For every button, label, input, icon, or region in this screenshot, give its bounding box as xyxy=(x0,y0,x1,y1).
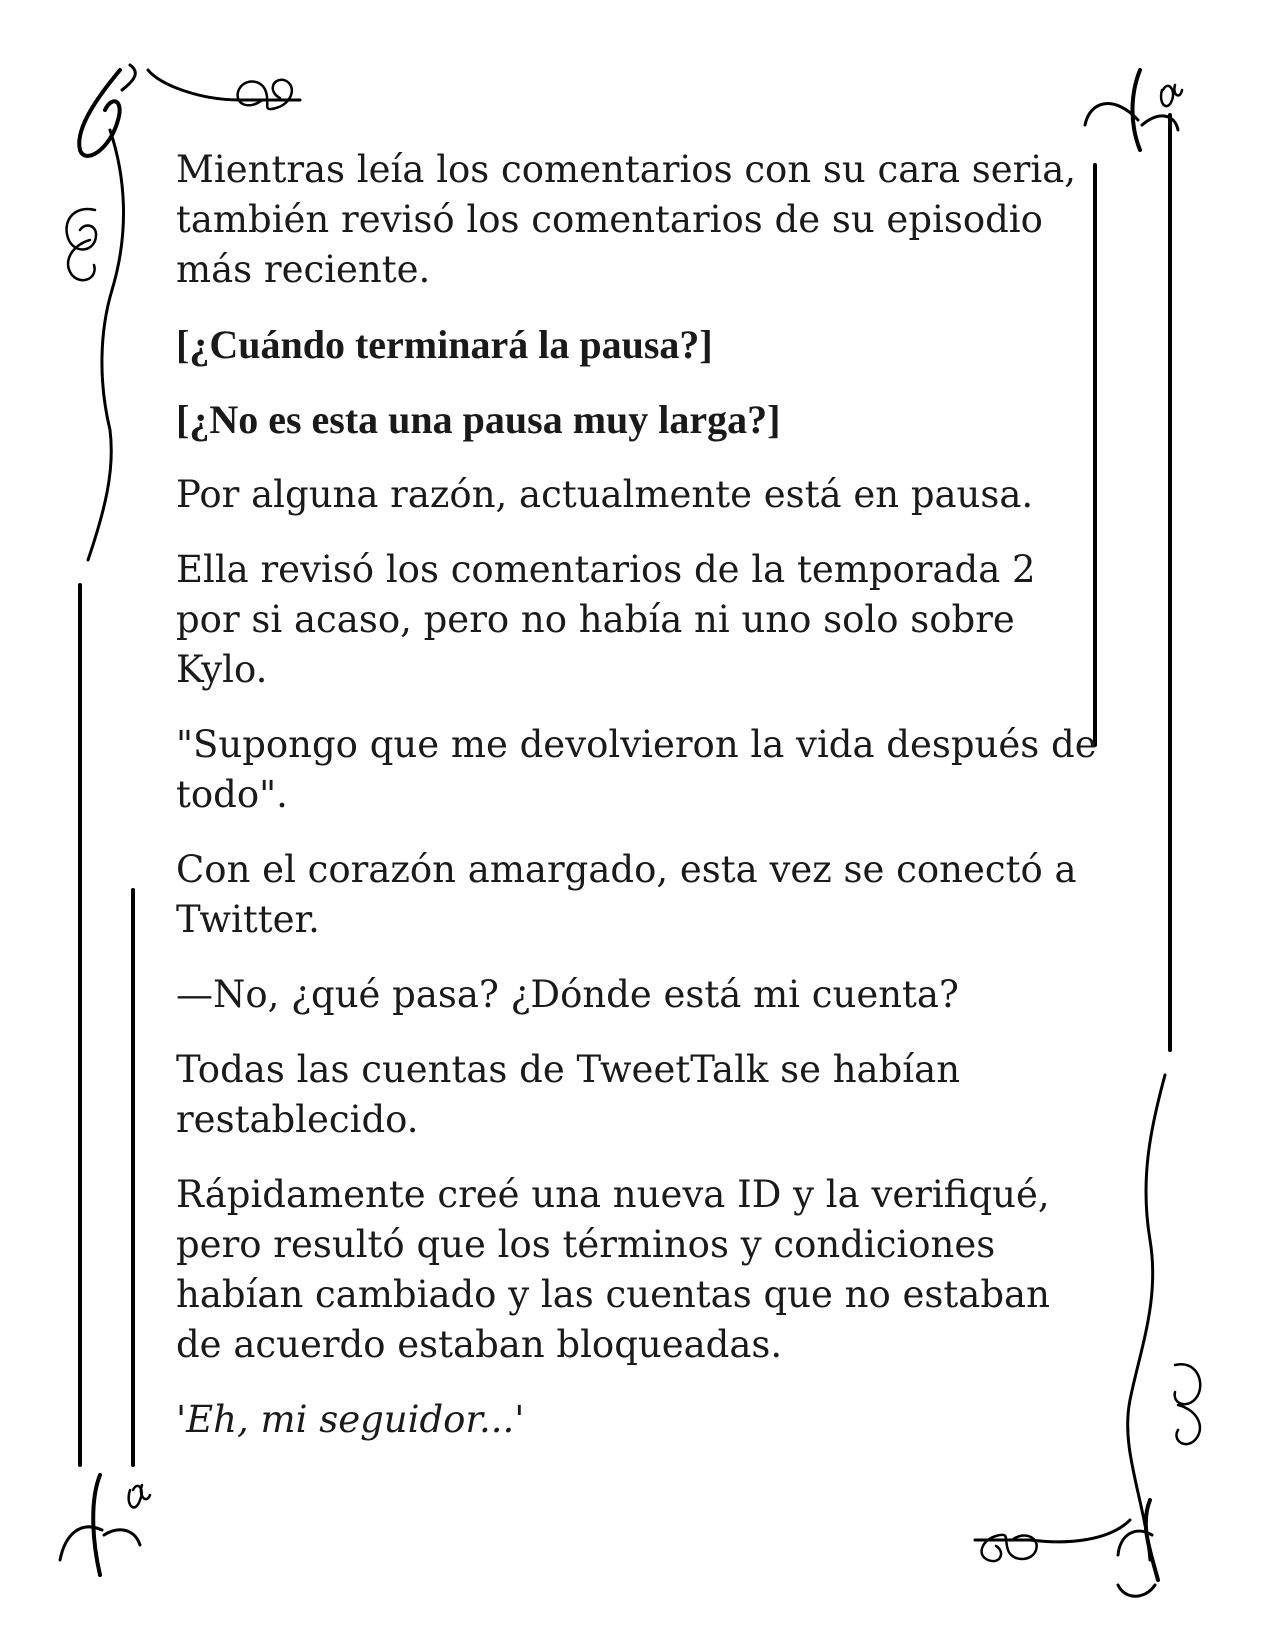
comment-quote-1: [¿Cuándo terminará la pausa?] xyxy=(176,322,713,367)
paragraph-9: Todas las cuentas de TweetTalk se habían restablecido. xyxy=(176,1048,961,1141)
paragraph-5: Ella revisó los comentarios de la temporada 2 por si acaso, pero no había ni uno solo sobre Kylo. xyxy=(176,548,1036,691)
paragraph-4: Por alguna razón, actualmente está en pausa. xyxy=(176,473,1034,516)
paragraph-6: "Supongo que me devolvieron la vida después de todo". xyxy=(176,723,1097,816)
body-text xyxy=(176,145,1106,1470)
inner-thought: 'Eh, mi seguidor...' xyxy=(176,1398,525,1441)
comment-quote-2: [¿No es esta una pausa muy larga?] xyxy=(176,397,781,442)
paragraph-10: Rápidamente creé una nueva ID y la verifiqué, pero resultó que los términos y condiciones habían cambiado y las cuentas que no estaban de acuerdo estaban bloqueadas. xyxy=(176,1173,1050,1366)
flourish-top-right xyxy=(1085,70,1182,150)
paragraph-7: Con el corazón amargado, esta vez se conectó a Twitter. xyxy=(176,848,1077,941)
flourish-bottom-left xyxy=(60,1475,150,1575)
paragraph-8: —No, ¿qué pasa? ¿Dónde está mi cuenta? xyxy=(176,973,959,1016)
paragraph-1: Mientras leía los comentarios con su cara seria, también revisó los comentarios de su episodio más reciente. xyxy=(176,148,1077,291)
